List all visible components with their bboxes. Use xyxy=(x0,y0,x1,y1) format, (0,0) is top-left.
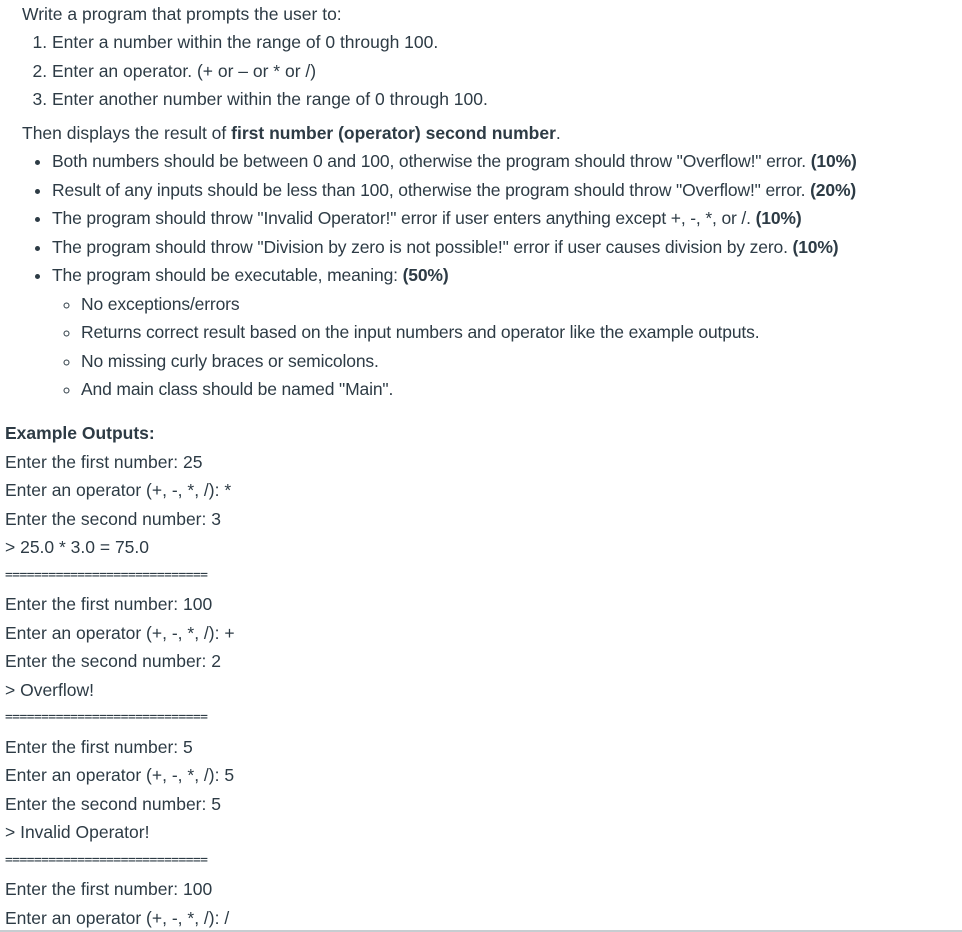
example-line: > 25.0 * 3.0 = 75.0 xyxy=(5,537,150,557)
requirement-item xyxy=(52,176,857,205)
requirement-weight: (10%) xyxy=(792,236,839,257)
example-outputs xyxy=(5,419,235,932)
sub-requirement-item: ◦ And main class should be named "Main". xyxy=(81,375,857,404)
example-line: > Invalid Operator! xyxy=(5,822,150,842)
sub-requirement-item: ◦ Returns correct result based on the input numbers and operator like the example outputs. xyxy=(81,318,857,347)
step-item: 2. Enter an operator. (+ or – or * or /) xyxy=(52,57,488,86)
requirement-item xyxy=(52,261,857,404)
result-description-suffix: . xyxy=(555,123,561,143)
example-line: Enter the second number: 5 xyxy=(5,793,221,814)
example-line: Enter an operator (+, -, *, /): / xyxy=(5,907,230,928)
requirements-list xyxy=(0,147,857,404)
step-item: 1. Enter a number within the range of 0 through 100. xyxy=(52,28,488,57)
requirement-text: The program should be executable, meaning: xyxy=(52,265,403,285)
intro-text: Write a program that prompts the user to: xyxy=(22,4,342,24)
requirement-text: Result of any inputs should be less than 100, otherwise the program should throw "Overflow!" error. xyxy=(52,179,811,200)
sub-requirement-item: ◦ No exceptions/errors xyxy=(81,290,857,319)
requirement-text: The program should throw "Invalid Operator!" error if user enters anything except +, -, *, or /. xyxy=(52,208,756,228)
sub-requirements-list xyxy=(52,290,857,404)
result-description-bold: first number (operator) second number xyxy=(231,123,556,143)
requirement-weight: (10%) xyxy=(810,151,857,171)
example-line: > Overflow! xyxy=(5,679,94,700)
sub-requirement-item: ◦ No missing curly braces or semicolons. xyxy=(81,347,857,376)
example-line: Enter the first number: 5 xyxy=(5,736,193,757)
example-line: Enter an operator (+, -, *, /): * xyxy=(5,480,232,500)
requirement-item xyxy=(52,147,857,176)
steps-list xyxy=(0,28,488,114)
result-description-prefix: Then displays the result of xyxy=(22,123,232,143)
example-outputs-heading-text: Example Outputs: xyxy=(5,423,155,443)
step-item: 3. Enter another number within the range of 0 through 100. xyxy=(52,85,488,114)
example-separator: ============================ xyxy=(5,567,208,583)
result-description xyxy=(22,119,561,148)
requirement-weight: (50%) xyxy=(402,265,449,285)
example-line: Enter the second number: 3 xyxy=(5,508,221,529)
example-line: Enter the first number: 100 xyxy=(5,879,213,899)
example-outputs-heading xyxy=(5,419,235,448)
example-separator: ============================ xyxy=(5,852,208,868)
requirement-item xyxy=(52,204,857,233)
example-line: Enter an operator (+, -, *, /): 5 xyxy=(5,765,235,785)
requirement-text: Both numbers should be between 0 and 100, otherwise the program should throw "Overflow!" error. xyxy=(52,151,811,171)
example-line: Enter the first number: 25 xyxy=(5,451,203,472)
example-separator: ============================ xyxy=(5,710,208,725)
example-line: Enter the second number: 2 xyxy=(5,651,221,671)
requirement-weight: (10%) xyxy=(755,208,802,228)
requirement-text: The program should throw "Division by zero is not possible!" error if user causes division by zero. xyxy=(52,236,793,257)
requirement-weight: (20%) xyxy=(810,179,857,200)
example-line: Enter an operator (+, -, *, /): + xyxy=(5,622,235,643)
requirement-item xyxy=(52,233,857,262)
example-line: Enter the first number: 100 xyxy=(5,594,213,614)
